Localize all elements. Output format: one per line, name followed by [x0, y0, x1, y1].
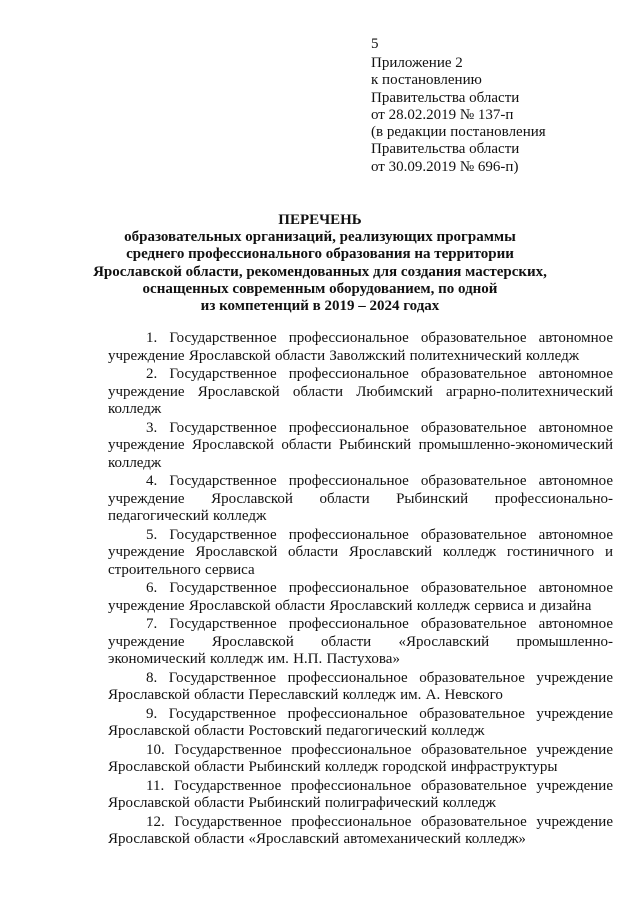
item-text: Государственное профессиональное образовательное автономное учреждение Ярославской области Ярославский колледж гостиничного и строительного сервиса	[108, 526, 613, 578]
item-number: 4.	[146, 473, 158, 489]
item-number: 1.	[146, 330, 158, 346]
item-number: 9.	[146, 705, 158, 722]
list-item	[108, 330, 613, 365]
item-text: Государственное профессиональное образовательное автономное учреждение Ярославской области Ярославский колледж сервиса и дизайна	[108, 580, 613, 614]
appendix-line: Правительства области	[371, 141, 520, 158]
heading-line: среднего профессионального образования на территории	[126, 246, 514, 263]
appendix-line: Приложение 2	[371, 55, 463, 71]
appendix-line: к постановлению	[371, 72, 482, 89]
list-item	[108, 778, 613, 813]
item-text: Государственное профессиональное образовательное автономное учреждение Ярославской области Заволжский политехнический колледж	[108, 330, 613, 364]
list-item	[108, 814, 613, 849]
item-number: 10.	[146, 741, 165, 758]
item-text: Государственное профессиональное образовательное автономное учреждение Ярославской области Рыбинский промышленно-экономический колледж	[108, 419, 613, 471]
item-number: 12.	[146, 813, 165, 830]
list-item	[108, 527, 613, 580]
item-text: Государственное профессиональное образовательное учреждение Ярославской области Переславский колледж им. А. Невского	[108, 669, 613, 703]
list-item	[108, 616, 613, 669]
item-number: 8.	[146, 669, 158, 686]
heading-title: ПЕРЕЧЕНЬ	[278, 212, 362, 228]
item-text: Государственное профессиональное образовательное автономное учреждение Ярославской области Рыбинский профессионально-педагогический колледж	[108, 473, 613, 524]
list-item	[108, 742, 613, 777]
appendix-line: Правительства области	[371, 89, 520, 106]
item-number: 6.	[146, 580, 158, 596]
item-text: Государственное профессиональное образовательное учреждение Ярославской области «Ярославский автомеханический колледж»	[108, 813, 613, 847]
item-text: Государственное профессиональное образовательное автономное учреждение Ярославской области «Ярославский промышленно-экономический колледж им. Н.П. Пастухова»	[108, 616, 613, 667]
heading-line: из компетенций в 2019 – 2024 годах	[200, 298, 440, 315]
item-number: 11.	[146, 777, 165, 794]
page-number: 5	[371, 36, 379, 52]
item-number: 3.	[146, 419, 158, 436]
heading-line: Ярославской области, рекомендованных для создания мастерских,	[93, 263, 547, 280]
appendix-line: от 30.09.2019 № 696-п)	[371, 158, 519, 175]
list-item	[108, 420, 613, 473]
item-number: 7.	[146, 616, 158, 632]
list-item	[108, 473, 613, 526]
heading-line: оснащенных современным оборудованием, по одной	[142, 280, 498, 297]
heading-line: образовательных организаций, реализующих программы	[124, 229, 516, 246]
appendix-line: от 28.02.2019 № 137-п	[371, 106, 514, 123]
list-item	[108, 670, 613, 705]
item-text: Государственное профессиональное образовательное учреждение Ярославской области Рыбинский колледж городской инфраструктуры	[108, 741, 613, 775]
item-number: 2.	[146, 366, 158, 382]
list-item	[108, 706, 613, 741]
item-text: Государственное профессиональное образовательное учреждение Ярославской области Ростовский педагогический колледж	[108, 705, 613, 739]
list-item	[108, 366, 613, 419]
organizations-list	[108, 330, 613, 850]
list-item	[108, 580, 613, 615]
item-text: Государственное профессиональное образовательное автономное учреждение Ярославской области Любимский аграрно-политехнический колледж	[108, 366, 613, 417]
appendix-line: (в редакции постановления	[371, 124, 546, 141]
appendix-block	[371, 55, 546, 176]
item-text: Государственное профессиональное образовательное учреждение Ярославской области Рыбинский полиграфический колледж	[108, 777, 613, 811]
item-number: 5.	[146, 526, 158, 543]
document-heading	[80, 212, 560, 315]
